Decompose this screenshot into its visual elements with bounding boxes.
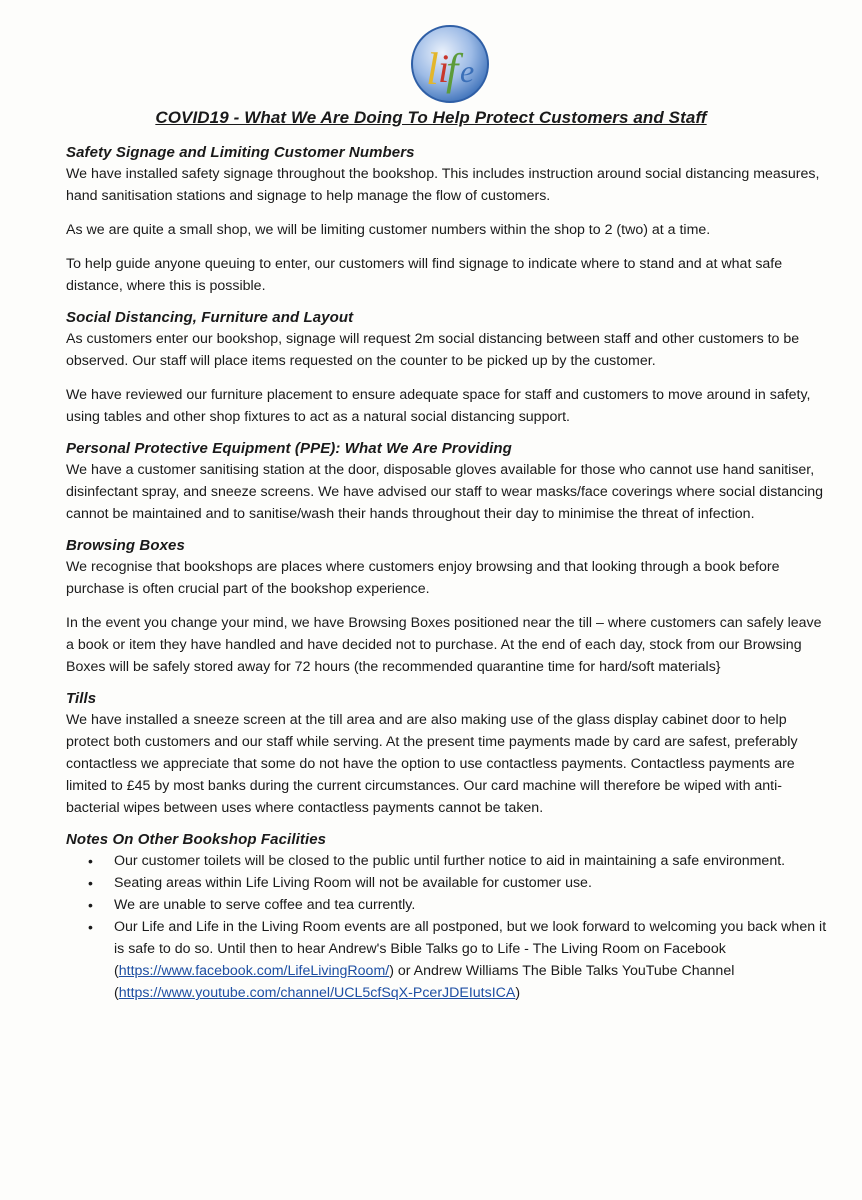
section-browsing-boxes xyxy=(66,537,830,678)
svg-text:i: i xyxy=(438,46,450,91)
section-social-distancing xyxy=(66,309,830,428)
paragraph: We have a customer sanitising station at the door, disposable gloves available for those who cannot use hand sanitiser, disinfectant spray, and sneeze screens. We have advised our staff to wear masks/face coverings where social distancing cannot be maintained and to sanitise/wash their hands throughout their day to minimise the threat of infection. xyxy=(66,462,824,522)
list-item: • We are unable to serve coffee and tea currently. xyxy=(114,894,830,916)
section-heading: Safety Signage and Limiting Customer Numbers xyxy=(66,144,415,161)
notes-list xyxy=(66,850,830,1004)
life-logo-icon xyxy=(408,22,492,106)
section-heading: Social Distancing, Furniture and Layout xyxy=(66,309,354,326)
svg-text:l: l xyxy=(426,43,439,94)
section-notes xyxy=(66,831,830,1004)
bullet-icon: • xyxy=(88,875,93,891)
paragraph: As we are quite a small shop, we will be limiting customer numbers within the shop to 2 (two) at a time. xyxy=(66,222,711,238)
paragraph: We have installed safety signage throughout the bookshop. This includes instruction around social distancing measures, hand sanitisation stations and signage to help manage the flow of customers. xyxy=(66,166,820,204)
section-heading: Browsing Boxes xyxy=(66,537,185,554)
section-heading: Personal Protective Equipment (PPE): What We Are Providing xyxy=(66,440,512,457)
paragraph: To help guide anyone queuing to enter, our customers will find signage to indicate where to stand and at what safe distance, where this is possible. xyxy=(66,256,783,294)
list-item: • Seating areas within Life Living Room will not be available for customer use. xyxy=(114,872,830,894)
paragraph: We have reviewed our furniture placement to ensure adequate space for staff and customers to move around in safety, using tables and other shop fixtures to act as a natural social distancing support. xyxy=(66,387,811,425)
facebook-link[interactable]: https://www.facebook.com/LifeLivingRoom/ xyxy=(118,963,390,979)
paragraph: We recognise that bookshops are places where customers enjoy browsing and that looking through a book before purchase is often crucial part of the bookshop experience. xyxy=(66,559,780,597)
section-heading: Tills xyxy=(66,690,97,707)
bullet-icon: • xyxy=(88,919,93,935)
list-item: • Our Life and Life in the Living Room events are all postponed, but we look forward to welcoming you back when it is safe to do so. Until then to hear Andrew's Bible Talks go to Life - The Living Room on Facebook (https://www.facebook.com/LifeLivingRoom/) or Andrew Williams The Bible Talks YouTube Channel (https://www.youtube.com/channel/UCL5cfSqX-PcerJDEIutsICA) xyxy=(114,916,830,1004)
youtube-link[interactable]: https://www.youtube.com/channel/UCL5cfSqX-PcerJDEIutsICA xyxy=(118,985,516,1001)
paragraph: As customers enter our bookshop, signage will request 2m social distancing between staff and other customers to be observed. Our staff will place items requested on the counter to be picked up by the customer. xyxy=(66,331,800,369)
life-logo xyxy=(408,22,492,106)
section-ppe xyxy=(66,440,830,525)
paragraph: In the event you change your mind, we have Browsing Boxes positioned near the till – where customers can safely leave a book or item they have handled and have decided not to purchase. At the end of each day, stock from our Browsing Boxes will be safely stored away for 72 hours (the recommended quarantine time for hard/soft materials} xyxy=(66,615,822,675)
svg-text:f: f xyxy=(446,45,459,94)
section-heading: Notes On Other Bookshop Facilities xyxy=(66,831,327,848)
paragraph: We have installed a sneeze screen at the till area and are also making use of the glass display cabinet door to help protect both customers and our staff while serving. At the present time payments made by card are safest, preferably contactless we appreciate that some do not have the option to use contactless payments. Contactless payments are limited to £45 by most banks during the current circumstances. Our card machine will therefore be wiped with anti-bacterial wipes between uses where contactless payments cannot be taken. xyxy=(66,712,798,816)
document-body xyxy=(66,144,830,1005)
list-item: • Our customer toilets will be closed to the public until further notice to aid in maintaining a safe environment. xyxy=(114,850,830,872)
bullet-icon: • xyxy=(88,853,93,869)
section-safety-signage xyxy=(66,144,830,297)
svg-text:e: e xyxy=(460,53,475,89)
bullet-icon: • xyxy=(88,897,93,913)
section-tills xyxy=(66,690,830,819)
page-title: COVID19 - What We Are Doing To Help Protect Customers and Staff xyxy=(155,108,707,127)
